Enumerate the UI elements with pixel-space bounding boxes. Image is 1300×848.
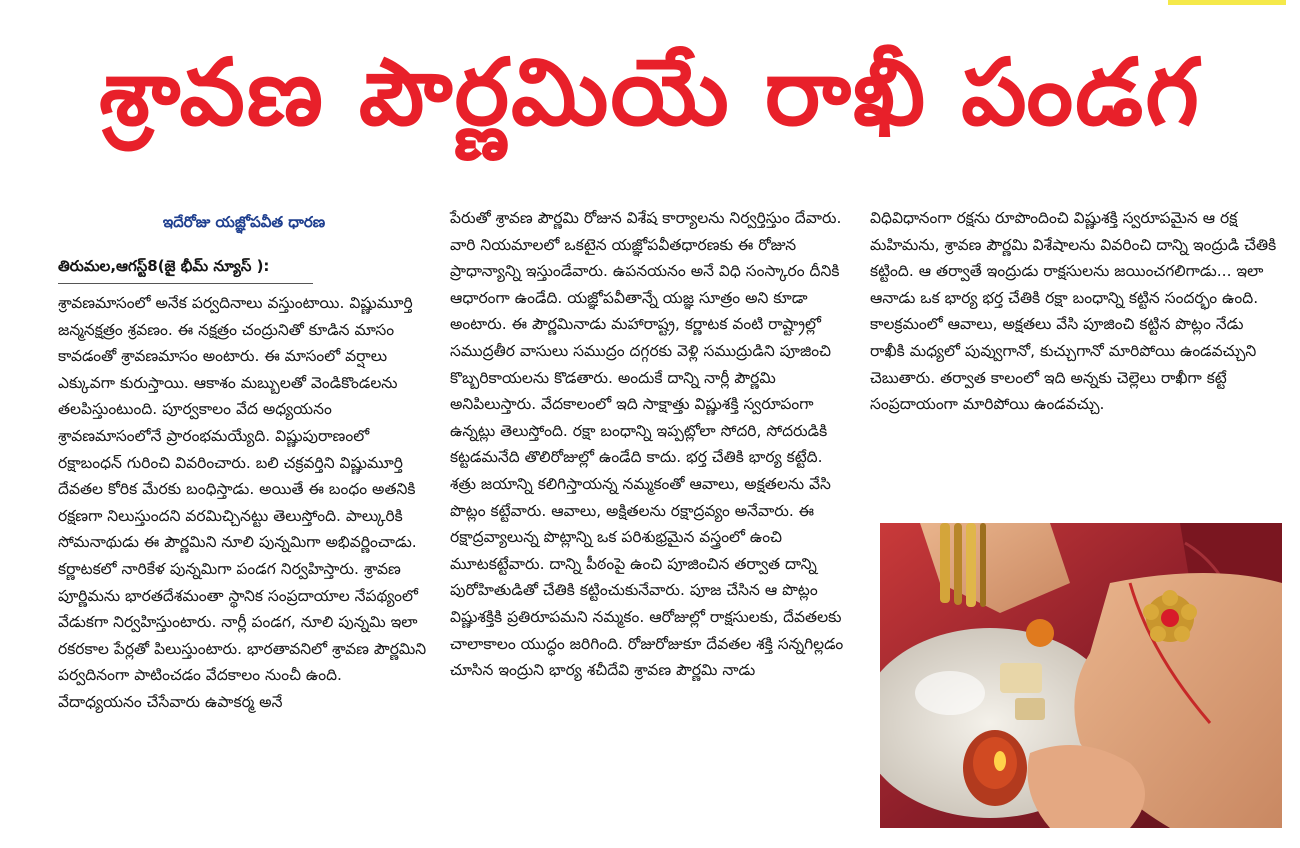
column-2-text: పేరుతో శ్రావణ పౌర్ణమి రోజున విశేష కార్యాలను నిర్వర్తిస్తుం దేవారు. వారి నియమాలలో ఒకటైన యజ్ఞోపవీతధారణకు ఈ రోజున ప్రాధాన్యాన్ని ఇస్తుండేవారు. ఉపనయనం అనే విధి సంస్కారం దీనికి ఆధారంగా ఉండేది. యజ్ఞోపవీతాన్నే యజ్ఞ సూత్రం అని కూడా అంటారు. ఈ పౌర్ణమినాడు మహారాష్ట్ర, కర్ణాటక వంటి రాష్ట్రాల్లో సముద్రతీర వాసులు సముద్రం దగ్గరకు వెళ్లి సముద్రుడిని పూజించి కొబ్బరికాయలను కొడతారు. అందుకే దాన్ని నార్లీ పౌర్ణమి అనిపిలుస్తారు. వేదకాలంలో ఇది సాక్షాత్తు విష్ణుశక్తి స్వరూపంగా ఉన్నట్లు తెలుస్తోంది. రక్షా బంధాన్ని ఇప్పట్లోలా సోదరి, సోదరుడికి కట్టడమనేది తొలిరోజుల్లో ఉండేది కాదు. భర్త చేతికి భార్య కట్టేది. శత్రు జయాన్ని కలిగిస్తాయన్న నమ్మకంతో ఆవాలు, అక్షతలను వేసి పొట్లం కట్టేవారు. ఆవాలు, అక్షితలను రక్షాద్రవ్యం అనేవారు. ఈ రక్షాద్రవ్యాలున్న పొట్లాన్ని ఒక పరిశుభ్రమైన వస్త్రంలో ఉంచి మూటకట్టేవారు. దాన్ని పీఠంపై ఉంచి పూజించిన తర్వాత దాన్ని పురోహితుడితో చేతికి కట్టించుకునేవారు. పూజ చేసిన ఆ పొట్లం విష్ణుశక్తికి ప్రతిరూపమని నమ్మకం. ఆరోజుల్లో రాక్షసులకు, దేవతలకు చాలాకాలం యుద్ధం జరిగింది. రోజురోజుకూ దేవతల శక్తి సన్నగిల్లడం చూసిన ఇంద్రుని భార్య శచీదేవి శ్రావణ పౌర్ణమి నాడు: [450, 209, 844, 680]
column-3-text: విధివిధానంగా రక్షను రూపొందించి విష్ణుశక్తి స్వరూపమైన ఆ రక్ష మహిమను, శ్రావణ పౌర్ణమి విశేషాలను వివరించి దాన్ని ఇంద్రుడి చేతికి కట్టింది. ఆ తర్వాతే ఇంద్రుడు రాక్షసులను జయించగలిగాడు... ఇలా ఆనాడు ఒక భార్య భర్త చేతికి రక్షా బంధాన్ని కట్టిన సందర్భం ఉంది. కాలక్రమంలో ఆవాలు, అక్షతలు వేసి పూజించి కట్టిన పొట్లం నేడు రాఖీకి మధ్యలో పువ్వుగానో, కుచ్చుగానో మారిపోయి ఉండవచ్చుని చెబుతారు. తర్వాత కాలంలో ఇది అన్నకు చెల్లెలు రాఖీగా కట్టే సంప్రదాయంగా మారిపోయి ఉండవచ్చు.: [870, 209, 1277, 414]
column-1-text: శ్రావణమాసంలో అనేక పర్వదినాలు వస్తుంటాయి. విష్ణుమూర్తి జన్మనక్షత్రం శ్రవణం. ఈ నక్షత్రం చంద్రునితో కూడిన మాసం కావడంతో శ్రావణమాసం అంటారు. ఈ మాసంలో వర్షాలు ఎక్కువగా కురుస్తాయి. ఆకాశం మబ్బులతో వెండికొండలను తలపిస్తుంటుంది. పూర్వకాలం వేద అధ్యయనం శ్రావణమాసంలోనే ప్రారంభమయ్యేది. విష్ణుపురాణంలో రక్షాబంధన్ గురించి వివరించారు. బలి చక్రవర్తిని విష్ణుమూర్తి దేవతల కోరిక మేరకు బంధిస్తాడు. అయితే ఈ బంధం అతనికి రక్షణగా నిలుస్తుందని వరమిచ్చినట్టు తెలుస్తోంది. పాల్కురికి సోమనాథుడు ఈ పౌర్ణమిని నూలి పున్నమిగా అభివర్ణించాడు. కర్ణాటకలో నారికేళ పున్నమిగా పండగ నిర్వహిస్తారు. శ్రావణ పూర్ణిమను భారతదేశమంతా స్థానిక సంప్రదాయాల నేపథ్యంలో వేడుకగా నిర్వహిస్తుంటారు. నార్లీ పండగ, నూలి పున్నమి ఇలా రకరకాల పేర్లతో పిలుస్తుంటారు. భారతావనిలో శ్రావణ పౌర్ణమిని పర్వదినంగా పాటించడం వేదకాలం నుంచీ ఉంది. వేదాధ్యయనం చేసేవారు ఉపాకర్మ అనే: [58, 294, 427, 711]
article-column-3: [870, 205, 1280, 418]
subheading: ఇదేరోజు యజ్ఞోపవీత ధారణ: [162, 213, 326, 231]
article-column-2: [450, 205, 848, 684]
rakhi-photo-illustration: [880, 523, 1282, 828]
top-accent-bar: [1168, 0, 1286, 5]
rakhi-tying-photo: [880, 523, 1282, 828]
headline: శ్రావణ పౌర్ణమియే రాఖీ పండగ: [99, 39, 1201, 146]
article-column-1: [58, 205, 430, 716]
dateline: తిరుమల,ఆగస్ట్8(జై భీమ్ న్యూస్ ):: [58, 253, 313, 284]
